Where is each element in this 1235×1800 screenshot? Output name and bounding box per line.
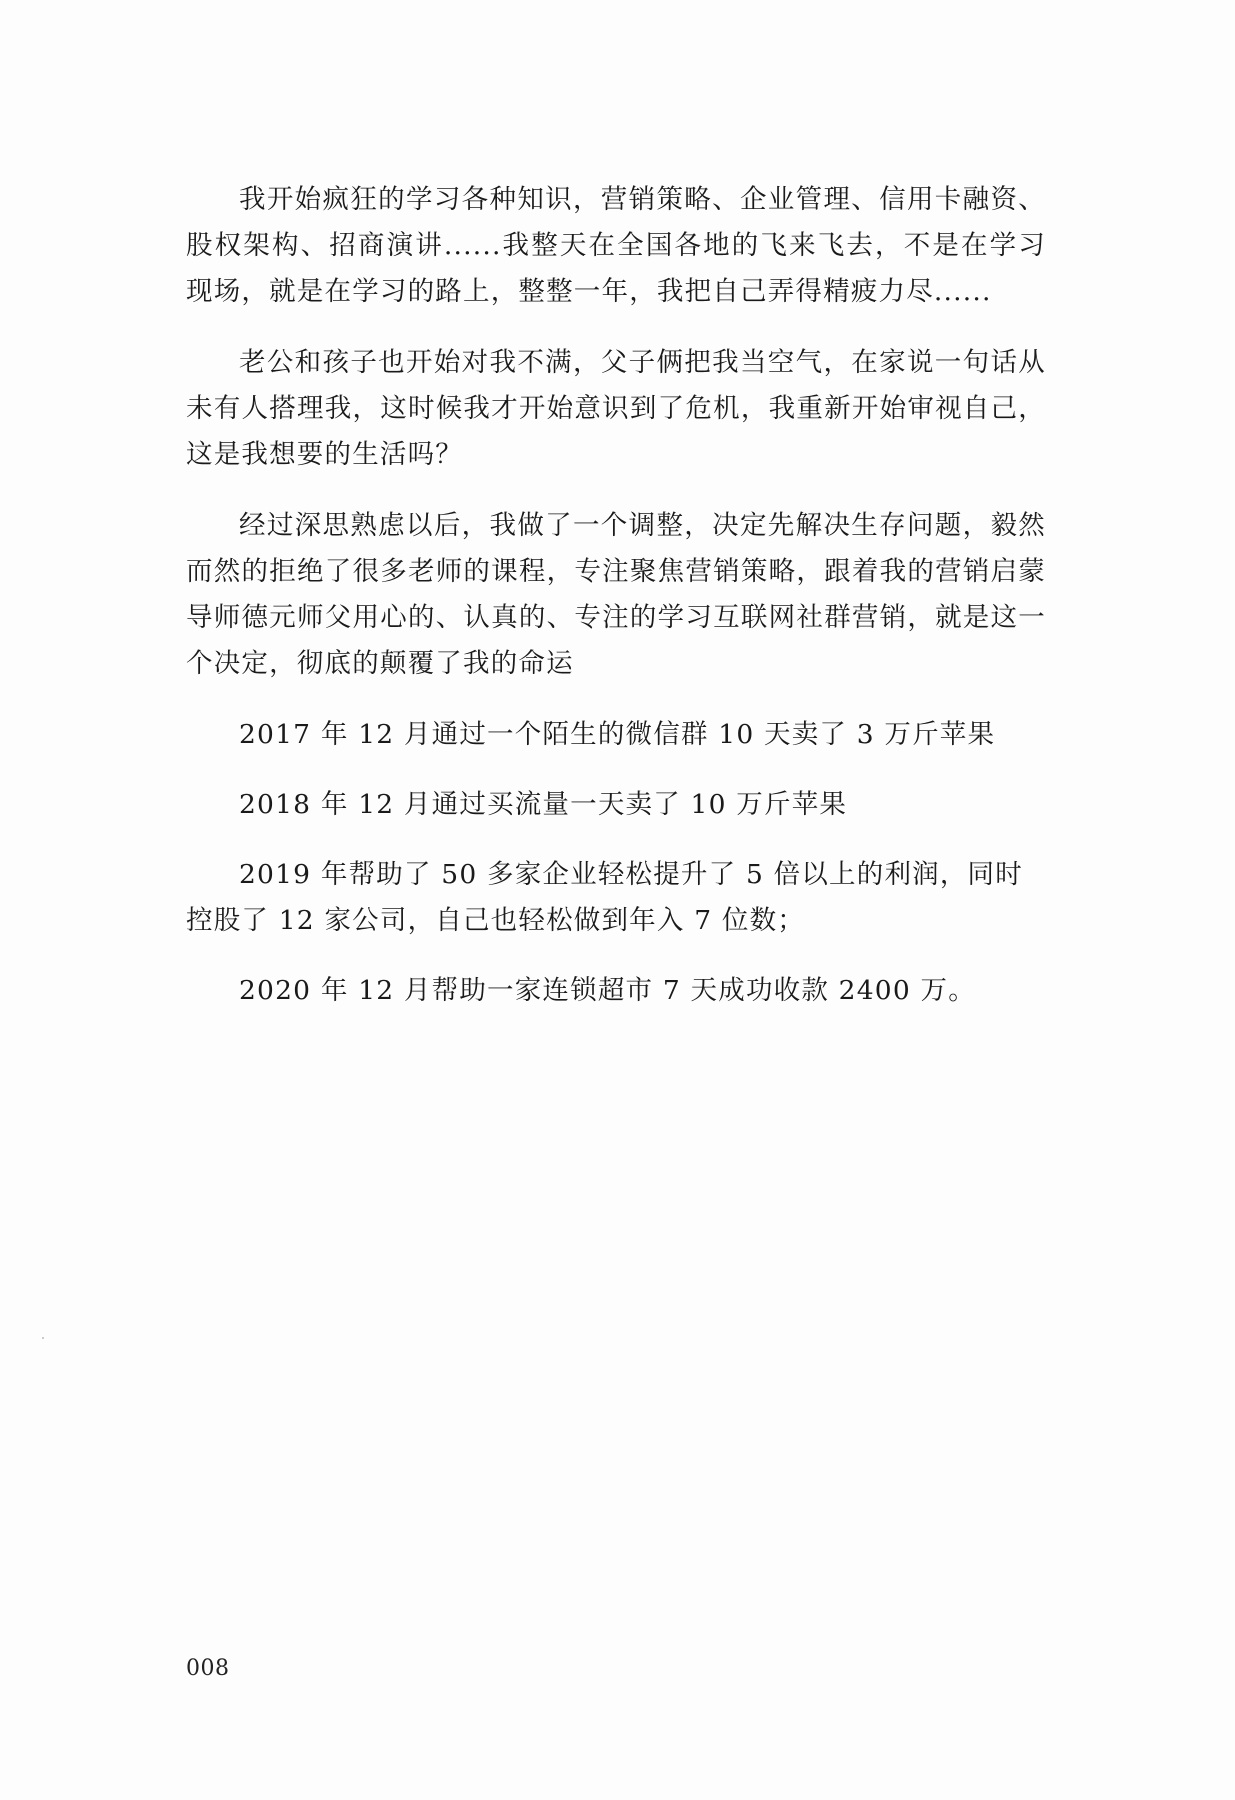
milestone-2017: 2017 年 12 月通过一个陌生的微信群 10 天卖了 3 万斤苹果 (239, 719, 996, 750)
page-body (186, 177, 1046, 1038)
page-number: 008 (186, 1656, 230, 1681)
scan-speck (42, 1337, 44, 1339)
milestone-2019: 2019 年帮助了 50 多家企业轻松提升了 5 倍以上的利润，同时控股了 12 家公司，自己也轻松做到年入 7 位数； (186, 859, 1023, 936)
paragraph-family: 老公和孩子也开始对我不满，父子俩把我当空气，在家说一句话从未有人搭理我，这时候我才开始意识到了危机，我重新开始审视自己，这是我想要的生活吗？ (186, 347, 1046, 470)
milestone-2020: 2020 年 12 月帮助一家连锁超市 7 天成功收款 2400 万。 (239, 975, 976, 1006)
paragraph-decision: 经过深思熟虑以后，我做了一个调整，决定先解决生存问题，毅然而然的拒绝了很多老师的课程，专注聚焦营销策略，跟着我的营销启蒙导师德元师父用心的、认真的、专注的学习互联网社群营销，就是这一个决定，彻底的颠覆了我的命运 (186, 510, 1046, 679)
paragraph-learning: 我开始疯狂的学习各种知识，营销策略、企业管理、信用卡融资、股权架构、招商演讲......我整天在全国各地的飞来飞去，不是在学习现场，就是在学习的路上，整整一年，我把自己弄得精疲力尽...... (186, 184, 1046, 307)
milestone-2018: 2018 年 12 月通过买流量一天卖了 10 万斤苹果 (239, 789, 848, 820)
